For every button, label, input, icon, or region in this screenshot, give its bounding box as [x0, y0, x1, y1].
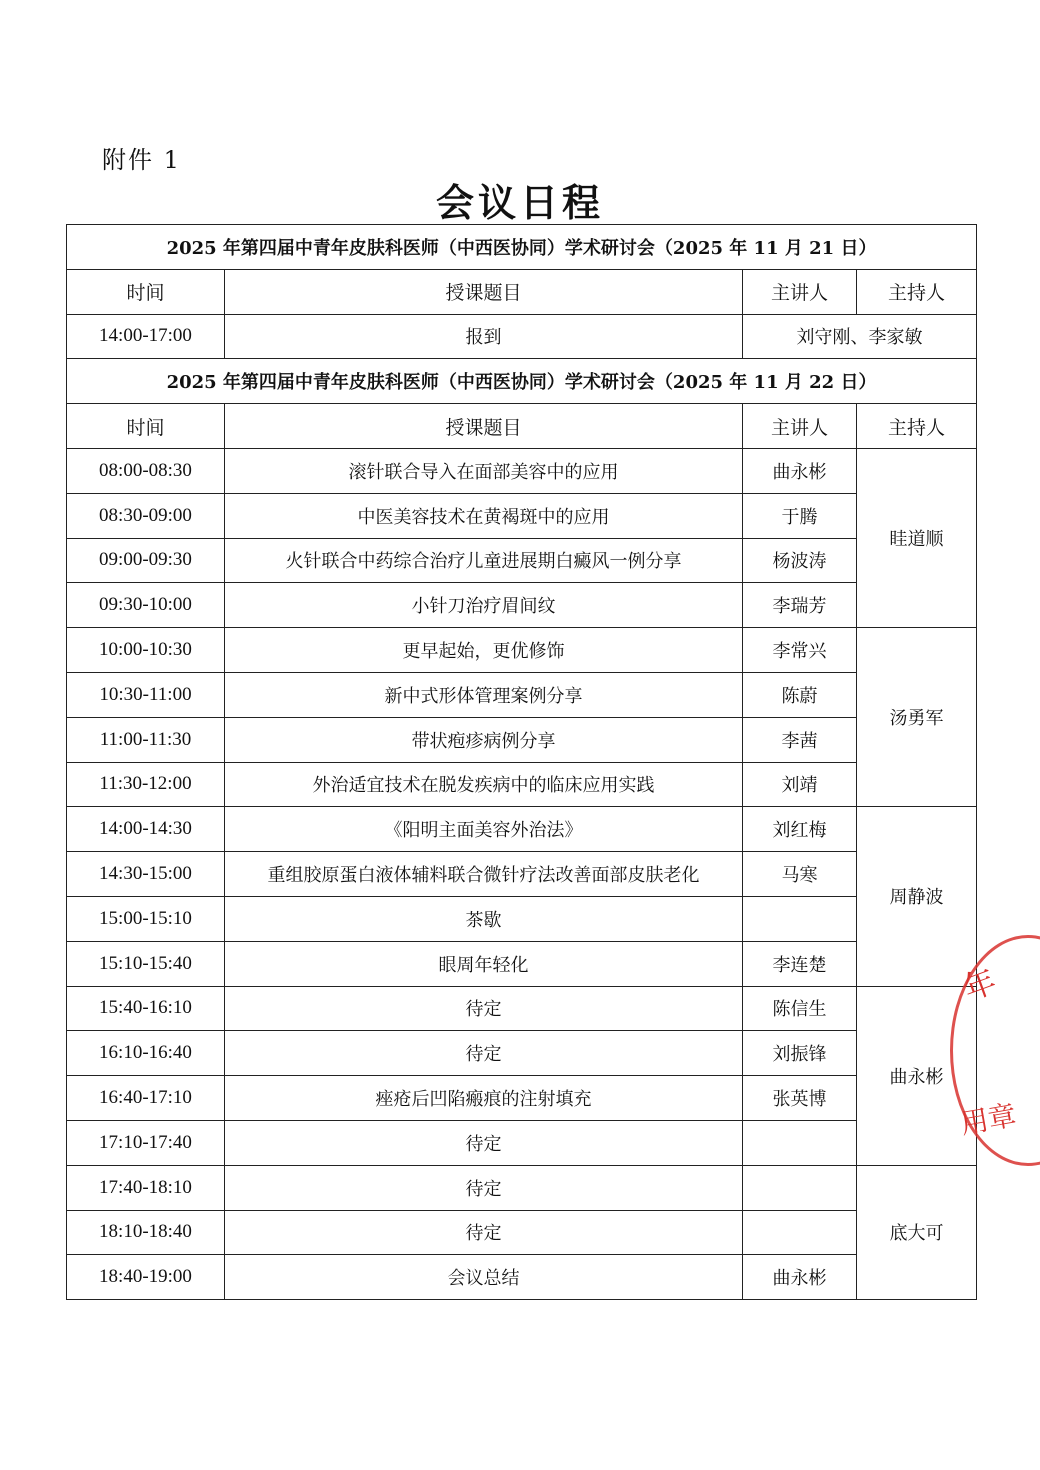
table-row — [67, 583, 977, 628]
host-cell: 曲永彬 — [857, 986, 977, 1165]
table-row — [67, 314, 977, 359]
time-cell: 11:00-11:30 — [67, 717, 225, 762]
time-cell: 15:00-15:10 — [67, 896, 225, 941]
schedule-table — [66, 224, 977, 1300]
header-topic: 授课题目 — [225, 269, 743, 314]
table-row — [67, 493, 977, 538]
speaker-cell: 马寒 — [743, 852, 857, 897]
host-cell: 周静波 — [857, 807, 977, 986]
speaker-cell: 杨波涛 — [743, 538, 857, 583]
topic-cell: 待定 — [225, 1210, 743, 1255]
topic-cell: 中医美容技术在黄褐斑中的应用 — [225, 493, 743, 538]
speaker-cell: 李连楚 — [743, 941, 857, 986]
speaker-cell — [743, 1120, 857, 1165]
table-row — [67, 941, 977, 986]
topic-cell: 火针联合中药综合治疗儿童进展期白癜风一例分享 — [225, 538, 743, 583]
table-row — [67, 628, 977, 673]
speaker-cell: 张英博 — [743, 1076, 857, 1121]
speaker-cell: 刘靖 — [743, 762, 857, 807]
time-cell: 15:10-15:40 — [67, 941, 225, 986]
speaker-cell: 于腾 — [743, 493, 857, 538]
time-cell: 09:30-10:00 — [67, 583, 225, 628]
topic-cell: 待定 — [225, 1031, 743, 1076]
topic-cell: 外治适宜技术在脱发疾病中的临床应用实践 — [225, 762, 743, 807]
speaker-cell: 李茜 — [743, 717, 857, 762]
table-row — [67, 762, 977, 807]
speaker-host-cell: 刘守刚、李家敏 — [743, 314, 977, 359]
table-row — [67, 1210, 977, 1255]
header-speaker: 主讲人 — [743, 404, 857, 449]
day2-section-row — [67, 359, 977, 404]
speaker-cell: 陈蔚 — [743, 672, 857, 717]
speaker-cell: 李瑞芳 — [743, 583, 857, 628]
time-cell: 08:00-08:30 — [67, 448, 225, 493]
header-time: 时间 — [67, 269, 225, 314]
table-row — [67, 1165, 977, 1210]
time-cell: 08:30-09:00 — [67, 493, 225, 538]
host-cell: 眭道顺 — [857, 448, 977, 627]
topic-cell: 待定 — [225, 1120, 743, 1165]
time-cell: 10:00-10:30 — [67, 628, 225, 673]
table-row — [67, 986, 977, 1031]
speaker-cell: 陈信生 — [743, 986, 857, 1031]
table-row — [67, 896, 977, 941]
table-row — [67, 1076, 977, 1121]
topic-cell: 重组胶原蛋白液体辅料联合微针疗法改善面部皮肤老化 — [225, 852, 743, 897]
topic-cell: 《阳明主面美容外治法》 — [225, 807, 743, 852]
speaker-cell: 曲永彬 — [743, 1255, 857, 1300]
topic-cell: 眼周年轻化 — [225, 941, 743, 986]
speaker-cell: 刘振锋 — [743, 1031, 857, 1076]
table-row — [67, 807, 977, 852]
speaker-cell — [743, 896, 857, 941]
page-title: 会议日程 — [435, 181, 604, 225]
topic-cell: 痤疮后凹陷瘢痕的注射填充 — [225, 1076, 743, 1121]
day1-section-row — [67, 225, 977, 270]
topic-cell: 报到 — [225, 314, 743, 359]
time-cell: 14:00-14:30 — [67, 807, 225, 852]
time-cell: 14:30-15:00 — [67, 852, 225, 897]
speaker-cell: 刘红梅 — [743, 807, 857, 852]
topic-cell: 待定 — [225, 986, 743, 1031]
table-row — [67, 538, 977, 583]
day2-header-row — [67, 404, 977, 449]
time-cell: 18:10-18:40 — [67, 1210, 225, 1255]
stamp-text-bottom: 用章 — [957, 1098, 1019, 1141]
topic-cell: 会议总结 — [225, 1255, 743, 1300]
table-row — [67, 448, 977, 493]
time-cell: 09:00-09:30 — [67, 538, 225, 583]
header-host: 主持人 — [857, 269, 977, 314]
topic-cell: 小针刀治疗眉间纹 — [225, 583, 743, 628]
time-cell: 17:10-17:40 — [67, 1120, 225, 1165]
time-cell: 17:40-18:10 — [67, 1165, 225, 1210]
time-cell: 16:10-16:40 — [67, 1031, 225, 1076]
header-time: 时间 — [67, 404, 225, 449]
topic-cell: 滚针联合导入在面部美容中的应用 — [225, 448, 743, 493]
topic-cell: 更早起始，更优修饰 — [225, 628, 743, 673]
speaker-cell: 李常兴 — [743, 628, 857, 673]
topic-cell: 带状疱疹病例分享 — [225, 717, 743, 762]
topic-cell: 待定 — [225, 1165, 743, 1210]
host-cell: 汤勇军 — [857, 628, 977, 807]
day1-header-row — [67, 269, 977, 314]
day2-section-title: 2025 年第四届中青年皮肤科医师（中西医协同）学术研讨会（2025 年 11 月 22 日） — [67, 359, 977, 404]
header-host: 主持人 — [857, 404, 977, 449]
time-cell: 18:40-19:00 — [67, 1255, 225, 1300]
attachment-label: 附件 1 — [102, 146, 181, 174]
day1-section-title: 2025 年第四届中青年皮肤科医师（中西医协同）学术研讨会（2025 年 11 月 21 日） — [67, 225, 977, 270]
time-cell: 11:30-12:00 — [67, 762, 225, 807]
time-cell: 10:30-11:00 — [67, 672, 225, 717]
host-cell: 底大可 — [857, 1165, 977, 1299]
time-cell: 16:40-17:10 — [67, 1076, 225, 1121]
stamp-text-top: 年 — [958, 961, 1002, 1009]
table-row — [67, 852, 977, 897]
table-row — [67, 672, 977, 717]
topic-cell: 茶歇 — [225, 896, 743, 941]
table-row — [67, 1120, 977, 1165]
header-topic: 授课题目 — [225, 404, 743, 449]
table-row — [67, 1031, 977, 1076]
speaker-cell — [743, 1165, 857, 1210]
speaker-cell — [743, 1210, 857, 1255]
table-row — [67, 1255, 977, 1300]
table-row — [67, 717, 977, 762]
time-cell: 15:40-16:10 — [67, 986, 225, 1031]
header-speaker: 主讲人 — [743, 269, 857, 314]
topic-cell: 新中式形体管理案例分享 — [225, 672, 743, 717]
speaker-cell: 曲永彬 — [743, 448, 857, 493]
time-cell: 14:00-17:00 — [67, 314, 225, 359]
